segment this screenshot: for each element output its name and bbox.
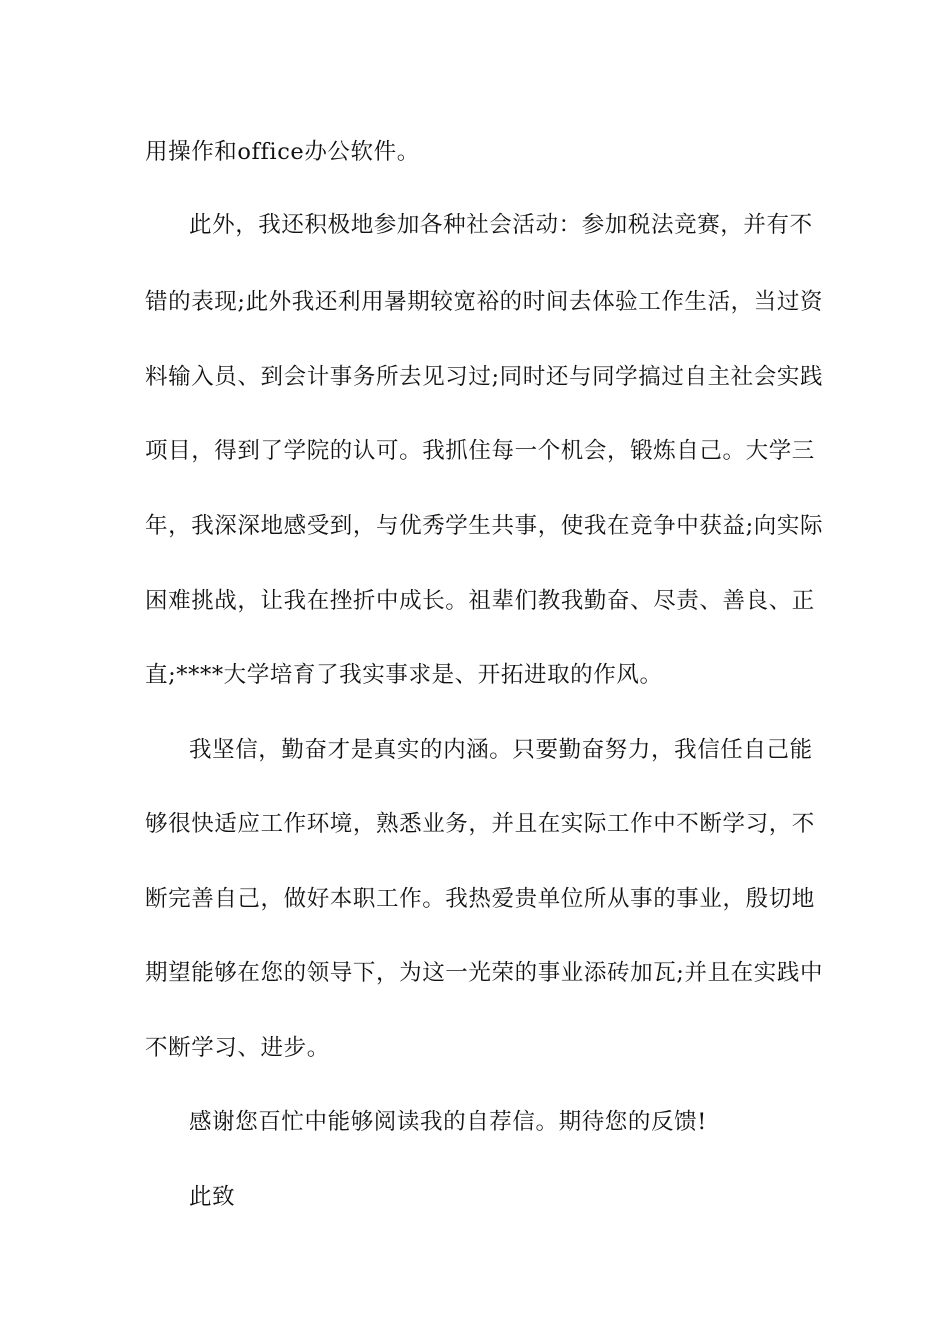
text-line: 困难挑战，让我在挫折中成长。祖辈们教我勤奋、尽责、善良、正 xyxy=(145,588,815,614)
text-line: 项目，得到了学院的认可。我抓住每一个机会，锻炼自己。大学三 xyxy=(145,438,815,464)
text-line: 年，我深深地感受到，与优秀学生共事，使我在竞争中获益;向实际 xyxy=(145,513,824,539)
text-line: 料输入员、到会计事务所去见习过;同时还与同学搞过自主社会实践 xyxy=(145,364,824,390)
text-line: 够很快适应工作环境，熟悉业务，并且在实际工作中不断学习，不 xyxy=(145,811,815,837)
closing-thanks: 感谢您百忙中能够阅读我的自荐信。期待您的反馈! xyxy=(189,1109,707,1135)
text-line: 断完善自己，做好本职工作。我热爱贵单位所从事的事业，殷切地 xyxy=(145,886,815,912)
closing-salutation: 此致 xyxy=(189,1184,236,1210)
paragraph-first-line: 我坚信，勤奋才是真实的内涵。只要勤奋努力，我信任自己能 xyxy=(189,737,813,763)
text-line: 用操作和office办公软件。 xyxy=(145,139,420,165)
text-line: 不断学习、进步。 xyxy=(145,1035,330,1061)
text-line: 直;****大学培育了我实事求是、开拓进取的作风。 xyxy=(145,662,663,688)
text-line: 错的表现;此外我还利用暑期较宽裕的时间去体验工作生活，当过资 xyxy=(145,289,824,315)
text-line: 期望能够在您的领导下，为这一光荣的事业添砖加瓦;并且在实践中 xyxy=(145,960,824,986)
paragraph-first-line: 此外，我还积极地参加各种社会活动：参加税法竞赛，并有不 xyxy=(189,212,813,238)
